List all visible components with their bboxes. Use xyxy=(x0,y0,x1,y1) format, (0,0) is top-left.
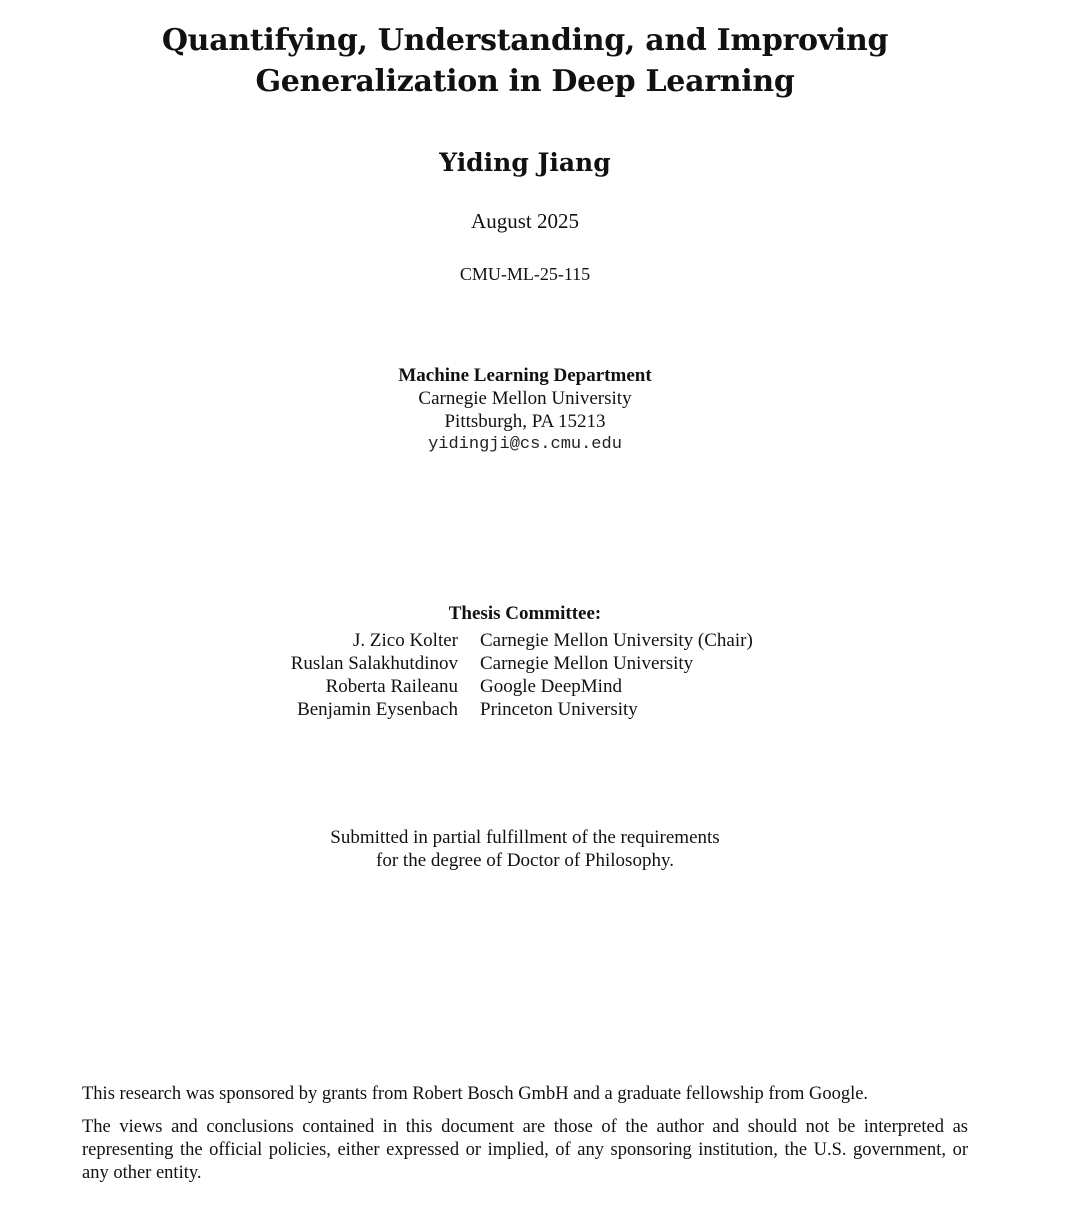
committee-member-row xyxy=(230,675,830,698)
title-line-2: Generalization in Deep Learning xyxy=(255,64,795,99)
publication-date: August 2025 xyxy=(471,209,579,233)
committee-member-row xyxy=(230,629,830,652)
committee-member-name: J. Zico Kolter xyxy=(352,630,458,651)
committee-member-affiliation: Carnegie Mellon University xyxy=(480,653,694,674)
degree-statement-line-2: for the degree of Doctor of Philosophy. xyxy=(376,850,674,871)
committee-member-row xyxy=(230,652,830,675)
committee-member-name: Benjamin Eysenbach xyxy=(297,699,458,720)
postal-address: Pittsburgh, PA 15213 xyxy=(444,411,606,432)
disclaimer-note: The views and conclusions contained in this document are those of the author and should not be interpreted as representing the official policies, either expressed or implied, of any sponsoring institution, the U.S. government, or any other entity. xyxy=(82,1117,968,1183)
committee-member-affiliation: Google DeepMind xyxy=(480,676,622,697)
committee-member-row xyxy=(230,698,830,721)
degree-statement xyxy=(0,826,1050,872)
department-name: Machine Learning Department xyxy=(398,365,652,386)
footer-notes xyxy=(82,1083,968,1185)
author-affiliation xyxy=(0,364,1050,456)
committee-member-affiliation: Princeton University xyxy=(480,699,638,720)
committee-heading: Thesis Committee: xyxy=(448,603,602,624)
report-number: CMU-ML-25-115 xyxy=(459,264,591,284)
title-line-1: Quantifying, Understanding, and Improving xyxy=(161,23,889,58)
author-email: yidingji@cs.cmu.edu xyxy=(428,435,622,454)
sponsorship-note: This research was sponsored by grants from Robert Bosch GmbH and a graduate fellowship from Google. xyxy=(82,1084,869,1104)
committee-member-affiliation: Carnegie Mellon University (Chair) xyxy=(480,630,753,651)
committee-member-name: Ruslan Salakhutdinov xyxy=(290,653,458,674)
author-name: Yiding Jiang xyxy=(439,148,611,177)
thesis-title xyxy=(0,20,1050,102)
university-name: Carnegie Mellon University xyxy=(418,388,632,409)
degree-statement-line-1: Submitted in partial fulfillment of the requirements xyxy=(330,827,720,848)
committee-table xyxy=(230,629,830,721)
committee-member-name: Roberta Raileanu xyxy=(325,676,458,697)
